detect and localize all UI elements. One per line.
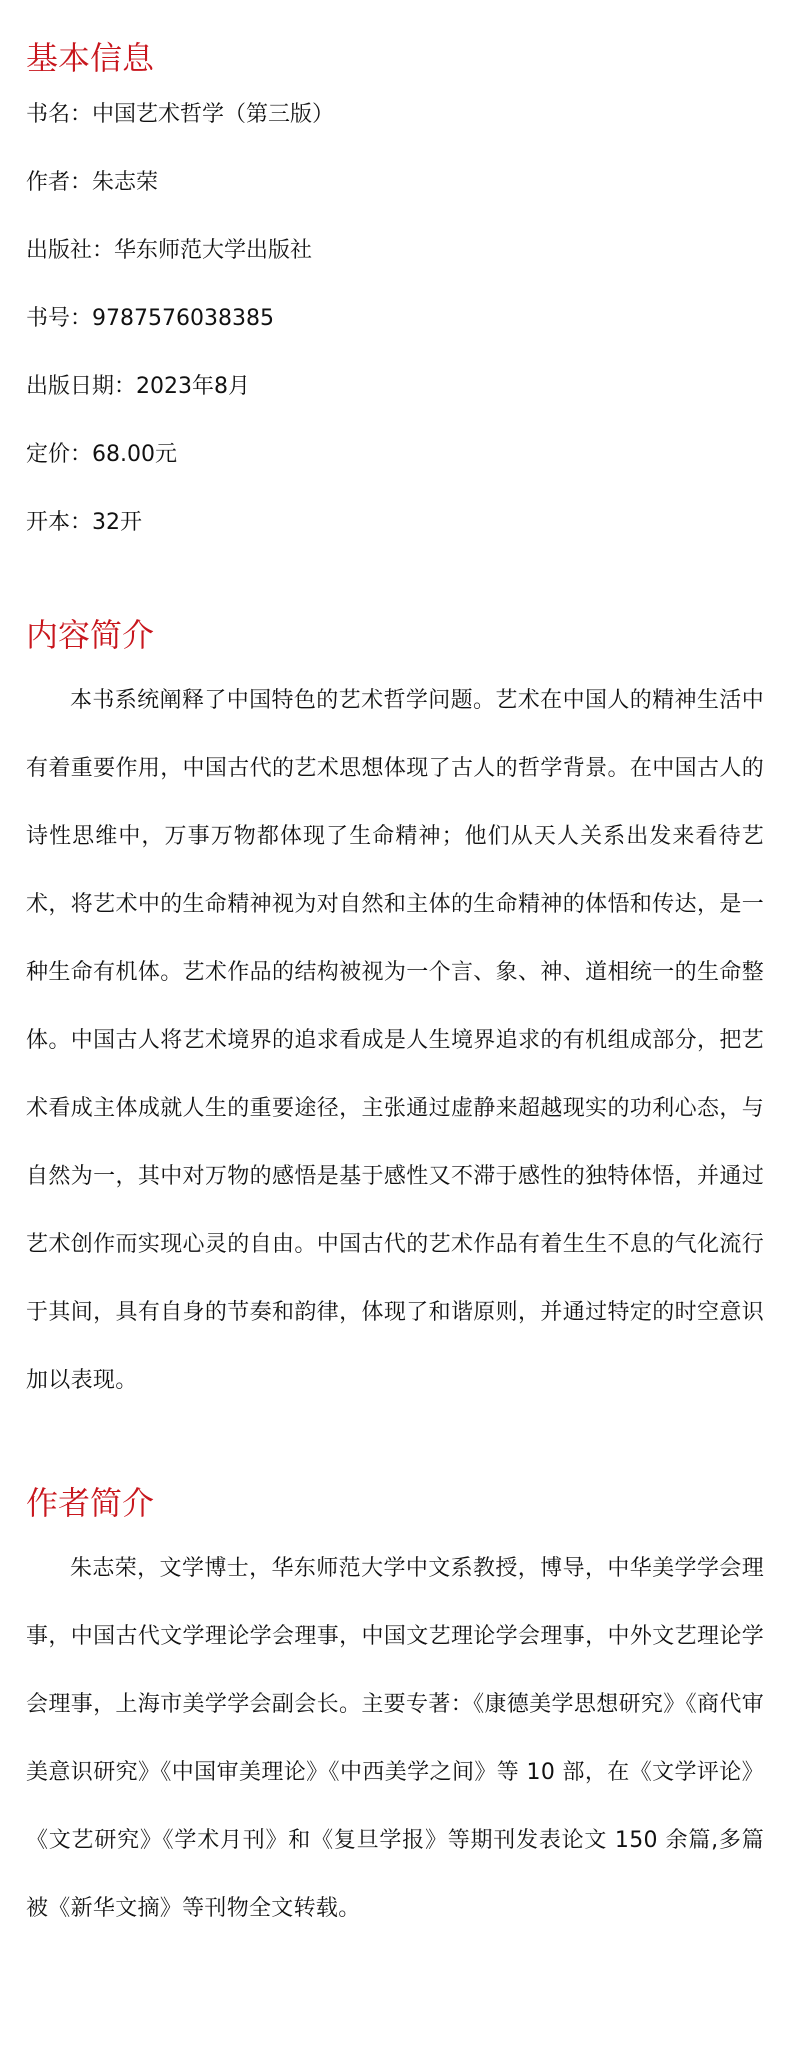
info-label: 开本：	[26, 510, 93, 535]
info-row-format	[26, 507, 764, 539]
author-intro-paragraph: 朱志荣，文学博士，华东师范大学中文系教授，博导，中华美学学会理事，中国古代文学理论学会理事，中国文艺理论学会理事，中外文艺理论学会理事，上海市美学学会副会长。主要专著：《康德美学思想研究》《商代审美意识研究》《中国审美理论》《中西美学之间》等 10 部，在《文学评论》《文艺研究》《学术月刊》和《复旦学报》等期刊发表论文 150 余篇,多篇被《新华文摘》等刊物全文转载。	[26, 1556, 764, 1921]
info-row-publish-date	[26, 371, 764, 403]
basic-info-heading: 基本信息	[26, 39, 155, 77]
author-intro-heading: 作者简介	[26, 1484, 155, 1522]
info-label: 出版日期：	[26, 374, 137, 399]
content-intro-paragraph: 本书系统阐释了中国特色的艺术哲学问题。艺术在中国人的精神生活中有着重要作用，中国古代的艺术思想体现了古人的哲学背景。在中国古人的诗性思维中，万事万物都体现了生命精神；他们从天人关系出发来看待艺术，将艺术中的生命精神视为对自然和主体的生命精神的体悟和传达，是一种生命有机体。艺术作品的结构被视为一个言、象、神、道相统一的生命整体。中国古人将艺术境界的追求看成是人生境界追求的有机组成部分，把艺术看成主体成就人生的重要途径，主张通过虚静来超越现实的功利心态，与自然为一，其中对万物的感悟是基于感性又不滞于感性的独特体悟，并通过艺术创作而实现心灵的自由。中国古代的艺术作品有着生生不息的气化流行于其间，具有自身的节奏和韵律，体现了和谐原则，并通过特定的时空意识加以表现。	[26, 688, 764, 1393]
info-row-price	[26, 439, 764, 471]
info-value: 68.00元	[92, 442, 177, 467]
info-label: 出版社：	[26, 238, 115, 263]
info-value: 中国艺术哲学（第三版）	[92, 102, 335, 127]
info-value: 朱志荣	[92, 170, 159, 195]
info-value: 2023年8月	[136, 374, 251, 399]
info-label: 书号：	[26, 306, 93, 331]
info-label: 书名：	[26, 102, 93, 127]
info-label: 定价：	[26, 442, 93, 467]
basic-info-list	[26, 99, 764, 539]
info-value: 华东师范大学出版社	[114, 238, 313, 263]
info-value: 32开	[92, 510, 143, 535]
info-label: 作者：	[26, 170, 93, 195]
info-row-author	[26, 167, 764, 199]
info-row-title	[26, 99, 764, 131]
content-intro-heading: 内容简介	[26, 616, 155, 654]
info-value: 9787576038385	[92, 306, 274, 331]
info-row-isbn	[26, 303, 764, 335]
info-row-publisher	[26, 235, 764, 267]
